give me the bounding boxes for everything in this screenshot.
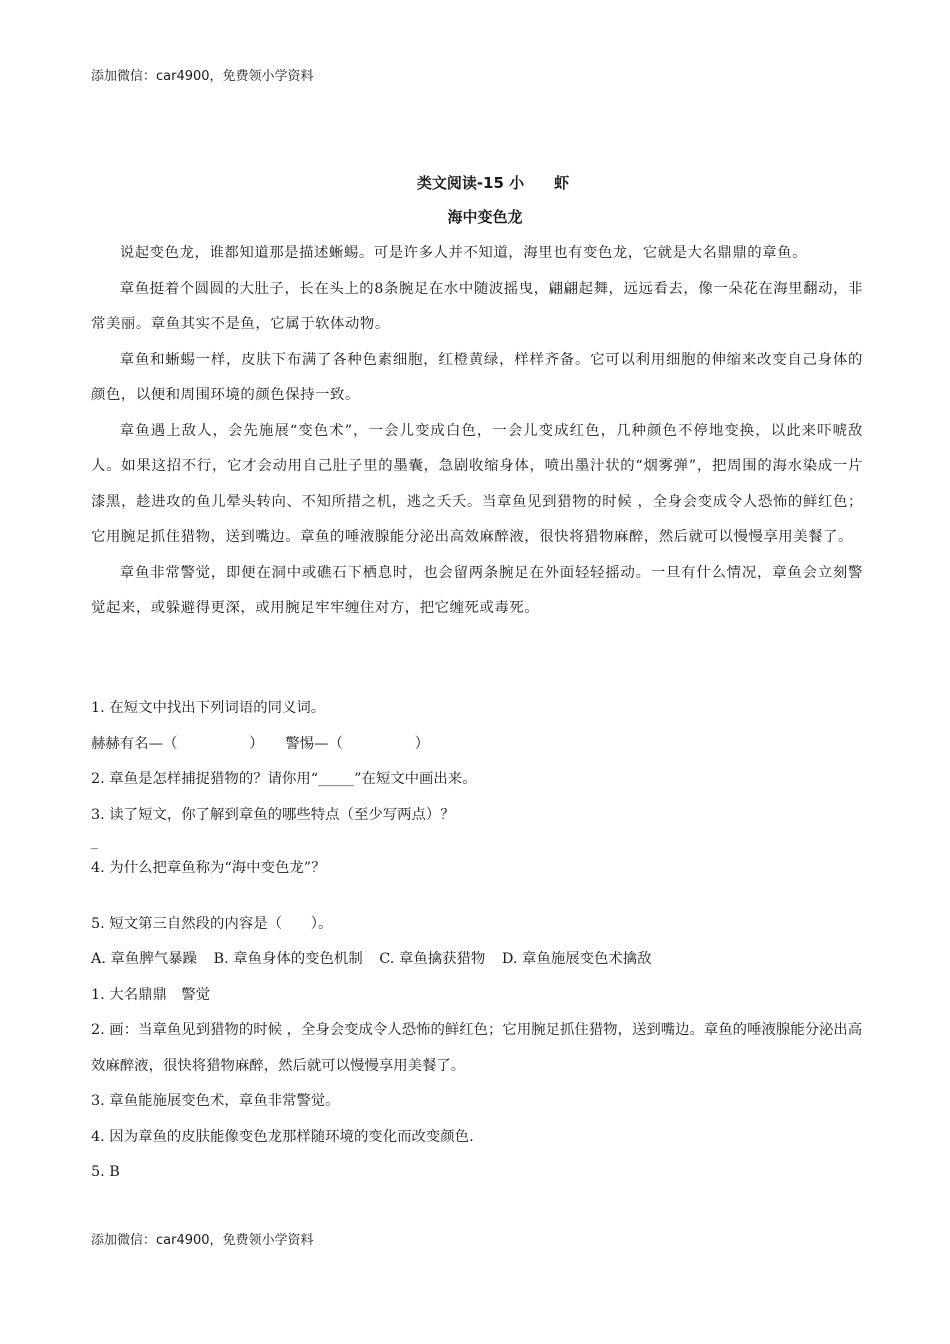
option-a: A. 章鱼脾气暴躁 [91, 951, 197, 967]
article-body [91, 236, 863, 627]
footer-note: 添加微信：car4900，免费领小学资料 [91, 1233, 314, 1248]
question-4: 4. 为什么把章鱼称为“海中变色龙”？ [91, 860, 326, 876]
question-3: 3. 读了短文，你了解到章鱼的哪些特点（至少写两点）？ [91, 806, 455, 823]
article-paragraph-5: 章鱼非常警觉，即便在洞中或礁石下栖息时，也会留两条腕足在外面轻轻摇动。一旦有什么情况，章鱼会立刻警觉起来，或躲避得更深，或用腕足牢牢缠住对方，把它缠死或毒死。 [91, 564, 863, 616]
questions-and-answers [91, 691, 871, 1191]
question-3-answer-line: _ [91, 834, 99, 850]
article-paragraph-2: 章鱼挺着个圆圆的大肚子，长在头上的8条腕足在水中随波摇曳，翩翩起舞，远远看去，像一朵花在海里翻动，非常美丽。章鱼其实不是鱼，它属于软体动物。 [91, 280, 863, 332]
article-paragraph-4: 章鱼遇上敌人，会先施展“变色术”，一会儿变成白色，一会儿变成红色，几种颜色不停地变换，以此来吓唬敌人。如果这招不行，它才会动用自己肚子里的墨囊，急剧收缩身体，喷出墨汁状的“烟雾弹”，把周围的海水染成一片漆黑，趁进攻的鱼儿晕头转向、不知所措之机，逃之夭夭。当章鱼见到猎物的时候 ，全身会变成令人恐怖的鲜红色；它用腕足抓住猎物，送到嘴边。章鱼的唾液腺能分泌出高效麻醉液，很快将猎物麻醉，然后就可以慢慢享用美餐了。 [91, 422, 863, 545]
header-note: 添加微信：car4900，免费领小学资料 [91, 69, 314, 84]
article-paragraph-1: 说起变色龙，谁都知道那是描述蜥蜴。可是许多人并不知道，海里也有变色龙，它就是大名鼎鼎的章鱼。 [119, 245, 808, 261]
answer-3: 3. 章鱼能施展变色术，章鱼非常警觉。 [91, 1093, 340, 1109]
option-b: B. 章鱼身体的变色机制 [213, 951, 363, 967]
question-5-options [91, 942, 871, 978]
answer-5: 5. B [91, 1164, 120, 1180]
article-title: 海中变色龙 [447, 208, 523, 226]
page-title: 类文阅读-15 小 虾 [416, 174, 570, 192]
question-5: 5. 短文第三自然段的内容是（ ）。 [91, 915, 333, 932]
option-d: D. 章鱼施展变色术擒敌 [501, 951, 652, 967]
answer-1: 1. 大名鼎鼎 警觉 [91, 986, 211, 1003]
answer-2: 2. 画：当章鱼见到猎物的时候 ，全身会变成令人恐怖的鲜红色；它用腕足抓住猎物，送到嘴边。章鱼的唾液腺能分泌出高效麻醉液，很快将猎物麻醉，然后就可以慢慢享用美餐了。 [91, 1022, 863, 1074]
question-2: 2. 章鱼是怎样捕捉猎物的？请你用“_____”在短文中画出来。 [91, 771, 477, 787]
question-1: 1. 在短文中找出下列词语的同义词。 [91, 700, 326, 716]
answer-4: 4. 因为章鱼的皮肤能像变色龙那样随环境的变化而改变颜色. [91, 1128, 474, 1145]
question-1-blanks: 赫赫有名—（ ） 警惕—（ ） [91, 735, 430, 752]
article-paragraph-3: 章鱼和蜥蜴一样，皮肤下布满了各种色素细胞，红橙黄绿，样样齐备。它可以利用细胞的伸缩来改变自己身体的颜色，以便和周围环境的颜色保持一致。 [91, 351, 863, 403]
option-c: C. 章鱼擒获猎物 [379, 951, 486, 967]
